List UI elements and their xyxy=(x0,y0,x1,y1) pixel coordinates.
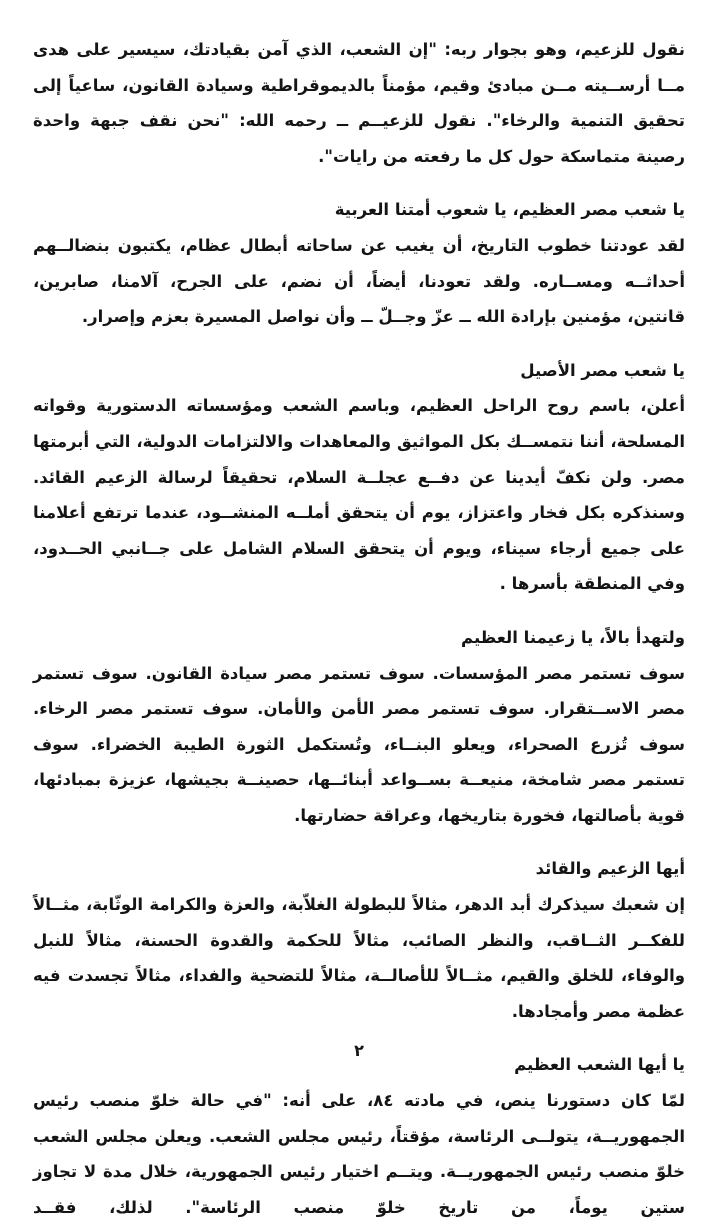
section-noble-people-of-egypt xyxy=(33,353,685,602)
section-heading: يا أيها الشعب العظيم xyxy=(514,1055,685,1075)
paragraph-text: سوف تستمر مصر المؤسسات. سوف تستمر مصر سيادة القانون. سوف تستمر مصر الاســتقرار. سوف تستمر مصر الأمن والأمان. سوف تستمر مصر الرخاء. سوف تُزرع الصحراء، ويعلو البنــاء، وتُستكمل الثورة الطيبة الخضراء. سوف تستمر مصر شامخة، منيعــة بســواعد أبنائــها، حصينــة بجيشها، عزيزة بمبادئها، قوية بأصالتها، فخورة بتاريخها، وعراقة حضارتها. xyxy=(33,663,685,825)
page-number: ٢ xyxy=(354,1041,364,1060)
section-heading: يا شعب مصر العظيم، يا شعوب أمتنا العربية xyxy=(334,200,685,220)
section-heading: أيها الزعيم والقائد xyxy=(535,859,685,879)
section-o-leader-and-commander xyxy=(33,851,685,1029)
section-rest-assured-our-leader xyxy=(33,620,685,834)
paragraph-text: نقول للزعيم، وهو بجوار ربه: "إن الشعب، الذي آمن بقيادتك، سيسير على هدى مــا أرســيته مــن مبادئ وقيم، مؤمناً بالديموقراطية وسيادة القانون، ساعياً إلى تحقيق التنمية والرخاء". نقول للزعيــم ــ رحمه الله: "نحن نقف جبهة واحدة رصينة متماسكة حول كل ما رفعته من رايات". xyxy=(33,40,685,166)
paragraph-text: إن شعبك سيذكرك أبد الدهر، مثالاً للبطولة الغلاّبة، والعزة والكرامة الوثّابة، مثــالاً للفكــر الثــاقب، والنظر الصائب، مثالاً للحكمة والقدوة الحسنة، مثالاً للنبل والوفاء، للخلق والقيم، مثــالاً للأصالــة، مثالاً للتضحية والفداء، مثالاً تجسدت فيه عظمة مصر وأمجادها. xyxy=(33,895,685,1021)
section-heading: ولتهدأ بالاً، يا زعيمنا العظيم xyxy=(461,627,685,647)
section-people-of-egypt-arab-nations xyxy=(33,192,685,334)
opening-paragraph-block xyxy=(33,32,685,174)
paragraph-text: أعلن، باسم روح الراحل العظيم، وباسم الشعب ومؤسساته الدستورية وقواته المسلحة، أننا نتمســك بكل المواثيق والمعاهدات والالتزامات الدولية، التي أبرمتها مصر. ولن نكفّ أيدينا عن دفــع عجلــة السلام، تحقيقاً لرسالة الزعيم القائد. وسنذكره بكل فخار واعتزاز، يوم أن يتحقق أملــه المنشــود، عندما ترتفع أعلامنا على جميع أرجاء سيناء، ويوم أن يتحقق السلام الشامل على جــانبي الحــدود، وفي المنطقة بأسرها . xyxy=(33,396,685,594)
section-heading: يا شعب مصر الأصيل xyxy=(520,360,685,380)
section-o-great-people xyxy=(33,1047,685,1225)
paragraph-text: لقد عودتنا خطوب التاريخ، أن يغيب عن ساحاته أبطال عظام، يكتبون بنضالــهم أحداثــه ومســاره. ولقد تعودنا، أيضاً، أن نضم، على الجرح، آلامنا، صابرين، قانتين، مؤمنين بإرادة الله ــ عزّ وجــلّ ــ وأن نواصل المسيرة بعزم وإصرار. xyxy=(33,235,685,327)
paragraph-text: لمّا كان دستورنا ينص، في مادته ٨٤، على أنه: "في حالة خلوّ منصب رئيس الجمهوريــة، يتولــى الرئاسة، مؤقتاً، رئيس مجلس الشعب. ويعلن مجلس الشعب خلوّ منصب رئيس الجمهوريــة. ويتــم اختيار رئيس الجمهورية، خلال مدة لا تجاوز ستين يوماً، من تاريخ خلوّ منصب الرئاسة". لذلك، فقــد xyxy=(33,1091,685,1217)
